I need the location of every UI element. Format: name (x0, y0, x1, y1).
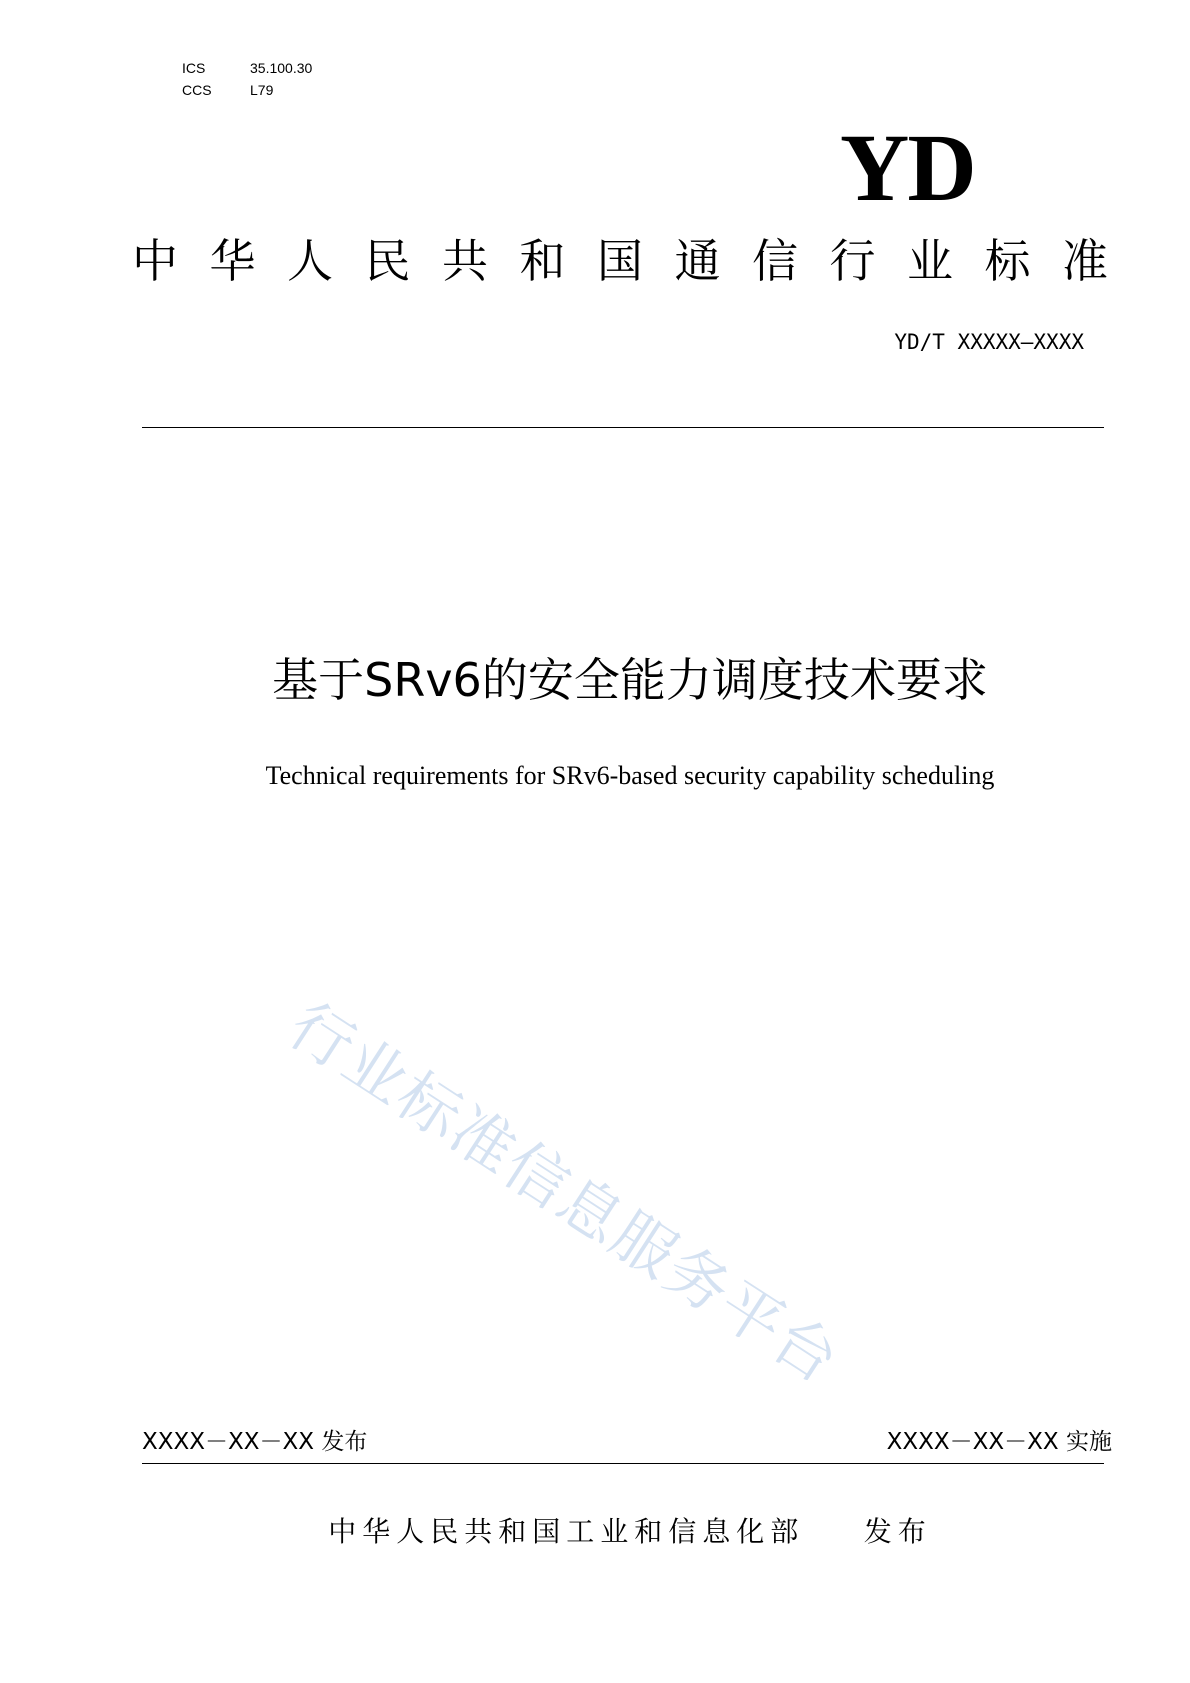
document-title-english: Technical requirements for SRv6-based security capability scheduling (265, 761, 995, 790)
ccs-label: CCS (182, 82, 212, 98)
publisher: 中华人民共和国工业和信息化部 发布 (328, 1515, 932, 1548)
standard-type-heading: 中华人民共和国通信行业标准 (132, 234, 1140, 288)
ccs-value: L79 (250, 82, 274, 98)
document-title-chinese: 基于SRv6的安全能力调度技术要求 (272, 653, 988, 707)
ics-label: ICS (182, 60, 206, 76)
yd-logo: YD (840, 114, 975, 221)
watermark: 行业标准信息服务平台 (276, 988, 853, 1399)
footer-divider (142, 1463, 1104, 1464)
effective-date: XXXX－XX－XX 实施 (886, 1429, 1112, 1455)
ics-value: 35.100.30 (250, 60, 313, 76)
publish-date: XXXX－XX－XX 发布 (142, 1429, 368, 1455)
standard-number: YD/T XXXXX—XXXX (894, 330, 1084, 354)
header-divider (142, 427, 1104, 428)
